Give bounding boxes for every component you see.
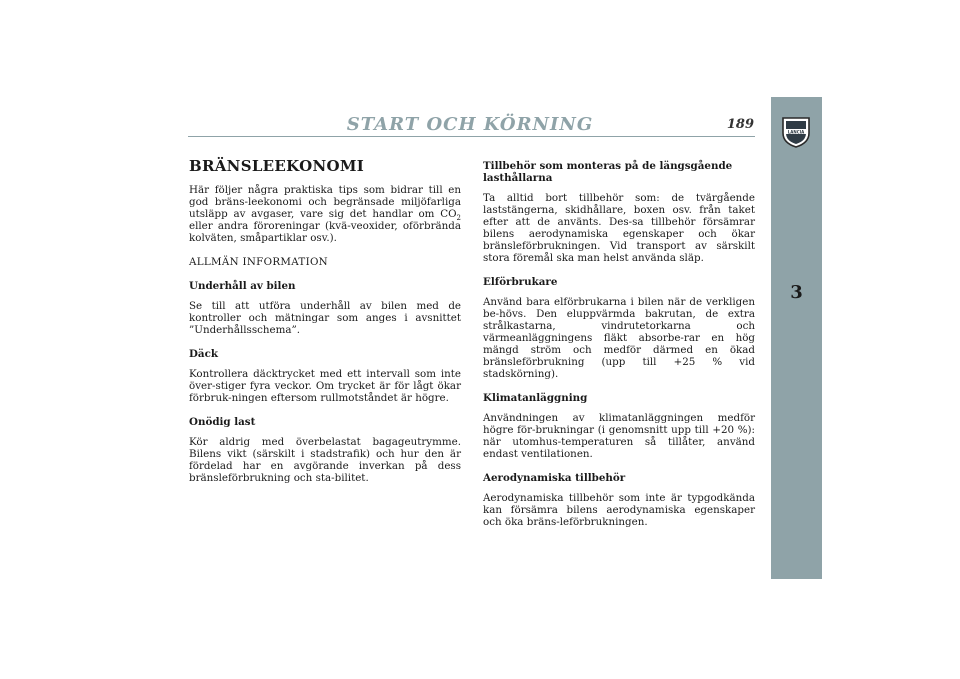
lancia-logo-icon	[780, 115, 812, 149]
electrical-heading: Elförbrukare	[483, 276, 558, 288]
electrical-text: Använd bara elförbrukarna i bilen när de verkligen be-hövs. Den eluppvärmda bakrutan, de extra strålkastarna, vindrutetorkarna och värmeanläggningens fläkt absorbe-rar en hög mängd ström och medför därmed en ökad bränsleförbrukning (upp till +25 % vid stadskörning).	[483, 296, 755, 380]
tyres-heading: Däck	[189, 348, 219, 360]
left-column	[189, 158, 461, 484]
accessories-heading: Tillbehör som monteras på de längsgående lasthållarna	[483, 160, 733, 184]
main-heading: BRÄNSLEEKONOMI	[189, 157, 365, 175]
intro-paragraph: Här följer några praktiska tips som bidrar till en god bräns-leekonomi och begränsade miljöfarliga utsläpp av avgaser, vare sig det handlar om $CO_2$ eller andra föroreningar (kvä-veoxider, oförbrända kolväten, småpartiklar osv.).	[189, 184, 461, 244]
header-divider	[188, 136, 755, 137]
chapter-number: 3	[790, 282, 803, 303]
svg-text:LANCIA: LANCIA	[787, 129, 805, 135]
general-info-heading: ALLMÄN INFORMATION	[189, 256, 328, 268]
climate-heading: Klimatanläggning	[483, 392, 588, 404]
page-number: 189	[726, 117, 754, 132]
chapter-side-tab	[771, 97, 822, 579]
accessories-text: Ta alltid bort tillbehör som: de tvärgående laststängerna, skidhållare, boxen osv. från taket efter att de använts. Des-sa tillbehör försämrar bilens aerodynamiska egenskaper och ökar bränsleförbrukningen. Vid transport av särskilt stora föremål ska man helst använda släp.	[483, 192, 755, 264]
climate-text: Användningen av klimatanläggningen medför högre för-brukningar (i genomsnitt upp till +20 %): när utomhus-temperaturen så tillåter, använd endast ventilationen.	[483, 412, 755, 460]
right-column	[483, 160, 755, 528]
maintenance-heading: Underhåll av bilen	[189, 280, 296, 292]
maintenance-text: Se till att utföra underhåll av bilen med de kontroller och mätningar som anges i avsnittet ”Underhållsschema”.	[189, 300, 461, 336]
tyres-text: Kontrollera däcktrycket med ett intervall som inte över-stiger fyra veckor. Om trycket är för lågt ökar förbruk-ningen eftersom rullmotståndet är högre.	[189, 368, 461, 404]
aero-heading: Aerodynamiska tillbehör	[483, 472, 626, 484]
load-text: Kör aldrig med överbelastat bagageutrymme. Bilens vikt (särskilt i stadstrafik) och hur den är fördelad har en avgörande inverkan på dess bränsleförbrukning och sta-bilitet.	[189, 436, 461, 484]
section-title: START OCH KÖRNING	[346, 114, 594, 135]
aero-text: Aerodynamiska tillbehör som inte är typgodkända kan försämra bilens aerodynamiska egenskaper och öka bräns-leförbrukningen.	[483, 492, 755, 528]
load-heading: Onödig last	[189, 416, 256, 428]
